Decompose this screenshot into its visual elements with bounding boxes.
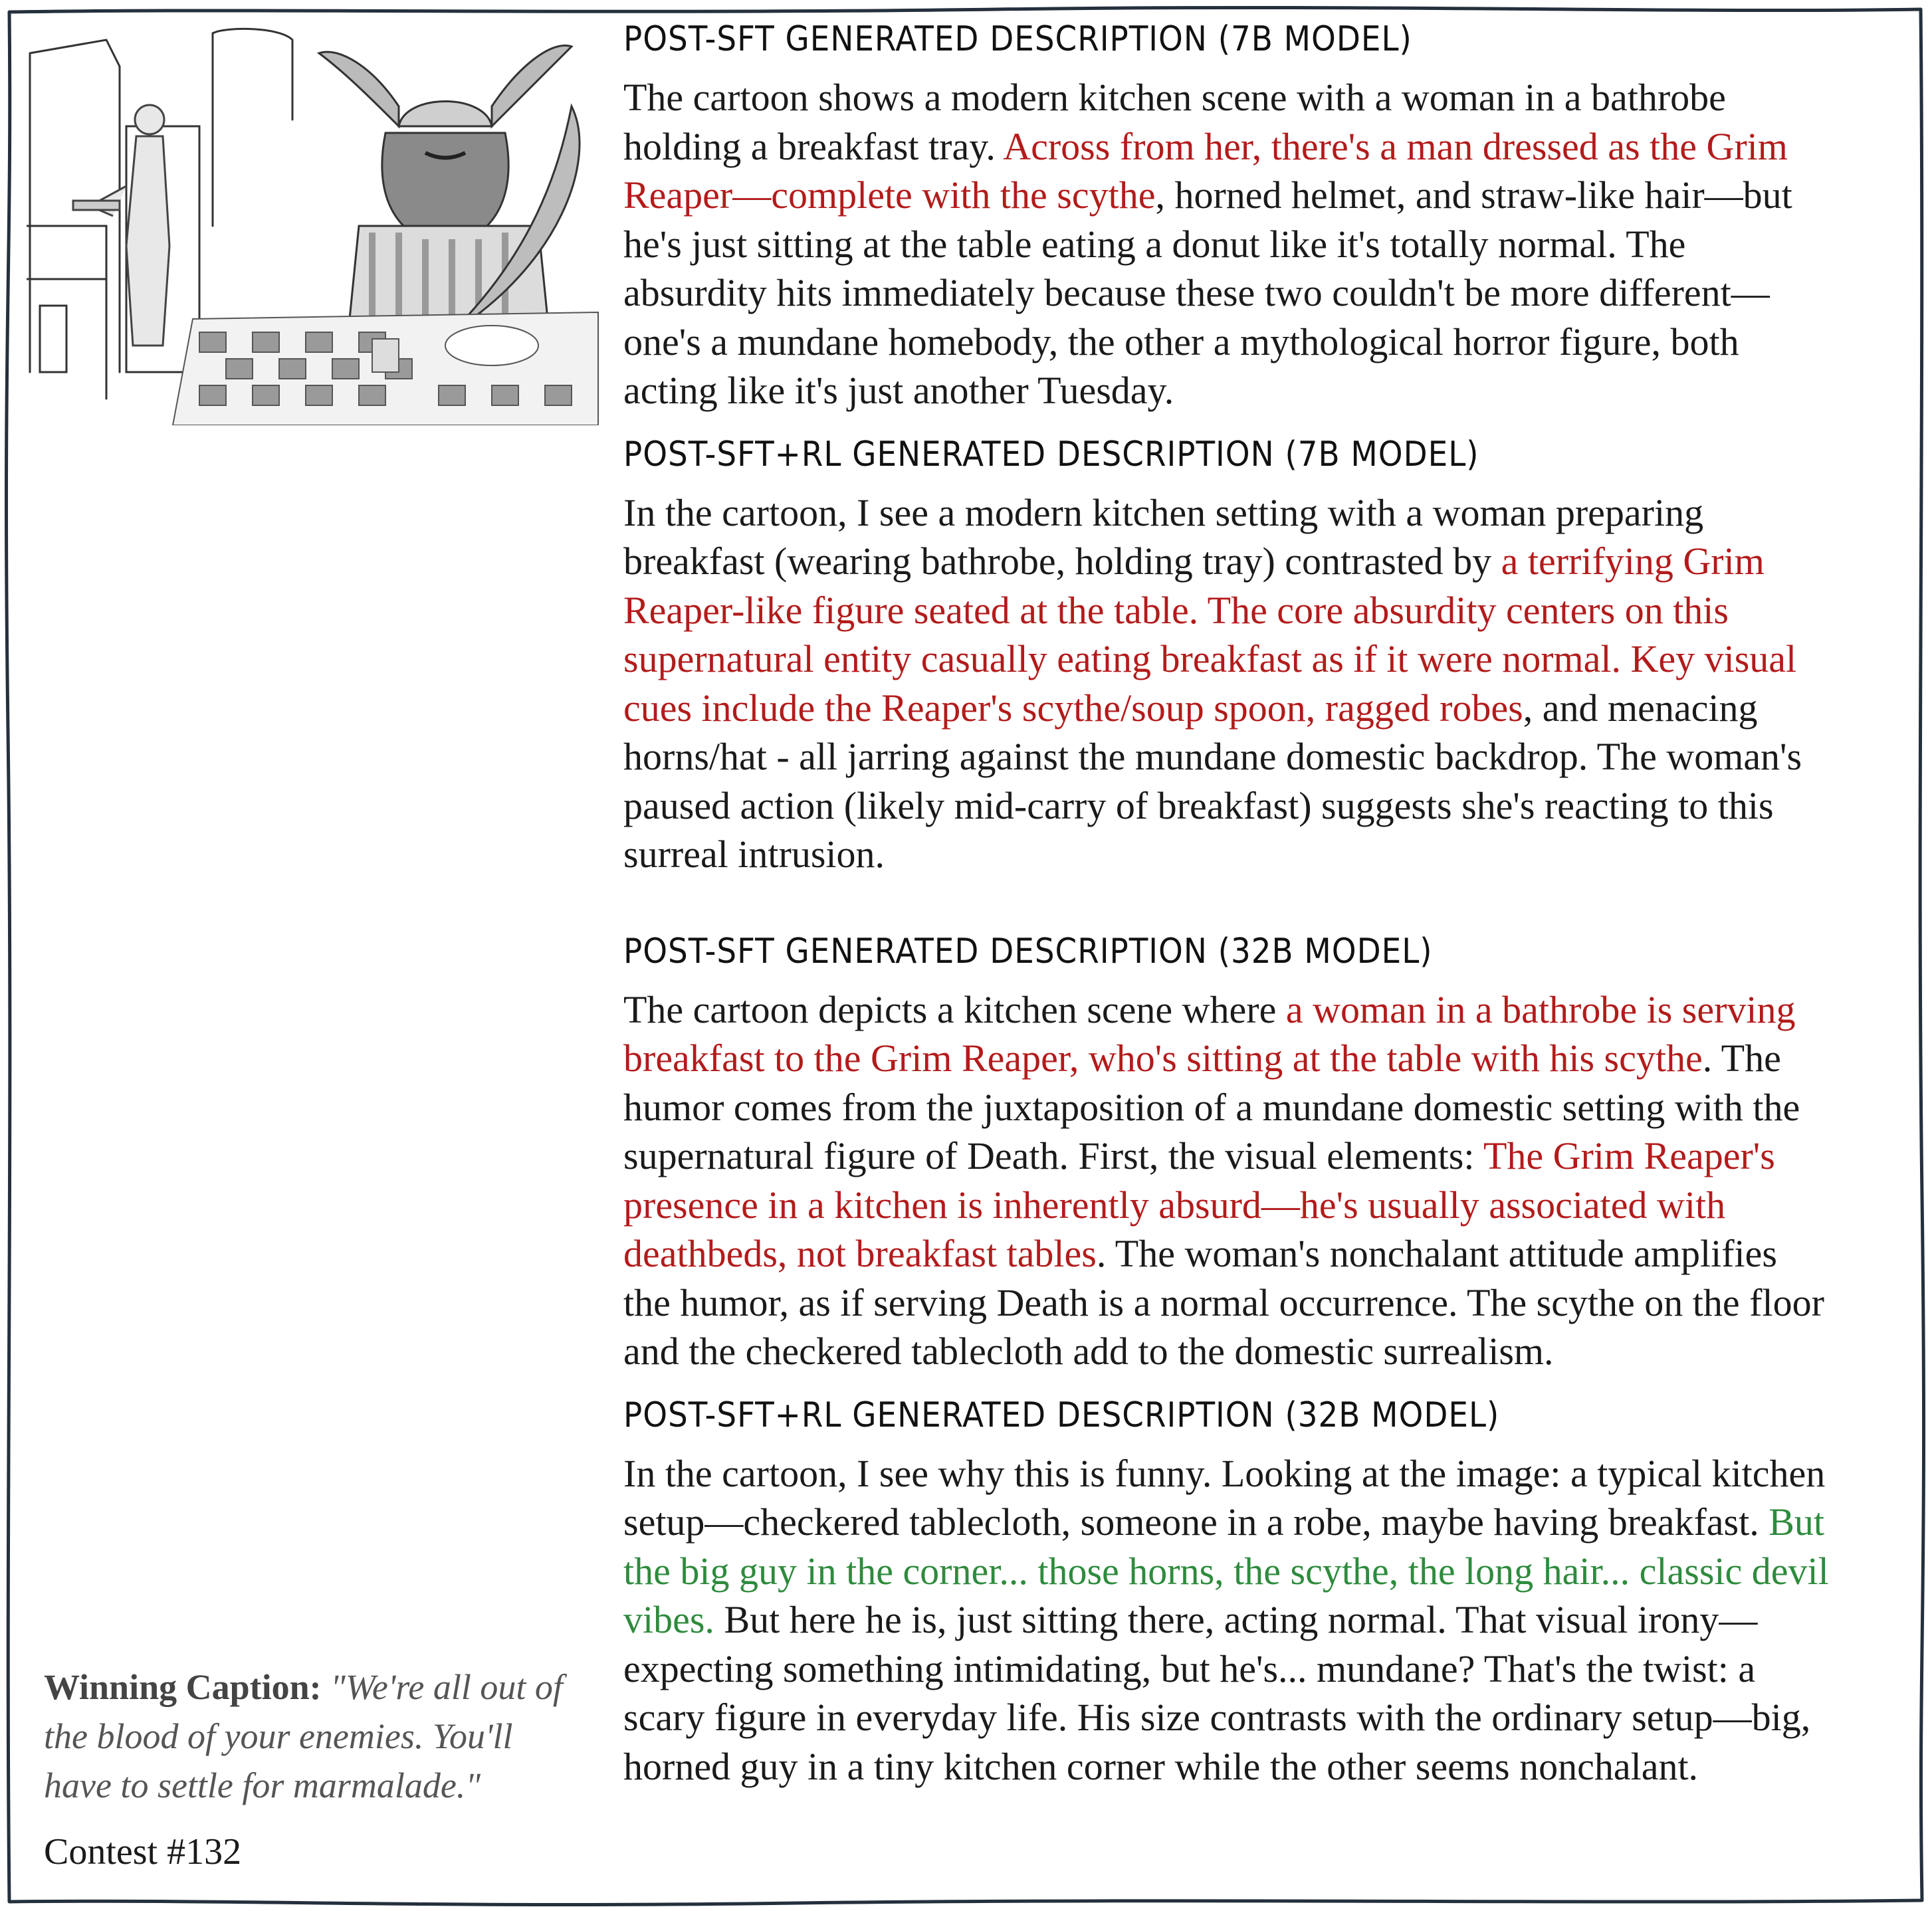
caption-label: Winning Caption:: [44, 1667, 322, 1707]
text-segment: , horned helmet, and straw-like hair—but he's just sitting at the table eating a donut like it's totally normal. The absurdity hits immediately because these two couldn't be more different— one's a mundane homebody, the other a mythological horror figure, both acting like it's just another Tuesday.: [623, 173, 1792, 412]
descriptions-column: [623, 12, 1909, 1791]
contest-number: Contest #132: [44, 1831, 242, 1872]
section-paragraph: [623, 985, 1909, 1376]
section-paragraph: [623, 488, 1909, 879]
section-heading: POST-SFT GENERATED DESCRIPTION (7B MODEL): [623, 19, 1412, 59]
text-segment: In the cartoon, I see why this is funny. Looking at the image: a typical kitchen setup—checkered tablecloth, someone in a robe, maybe having breakfast.: [623, 1451, 1826, 1544]
highlighted-segment: a terrifying Grim Reaper-like figure seated at the table. The core absurdity centers on this supernatural entity casually eating breakfast as if it were normal. Key visual cues include the Reaper's scythe/soup spoon, ragged robes: [623, 540, 1797, 730]
text-segment: But here he is, just sitting there, acting normal. That visual irony— expecting something intimidating, but he's... mundane? That's the twist: a scary figure in everyday life. His size contrasts with the ordinary setup—big, horned guy in a tiny kitchen corner while the other seems nonchalant.: [623, 1598, 1811, 1788]
highlighted-segment: The Grim Reaper's presence in a kitchen is inherently absurd—he's usually associated with deathbeds, not breakfast tables: [623, 1134, 1775, 1275]
text-segment: The cartoon depicts a kitchen scene where: [623, 987, 1286, 1031]
section-paragraph: [623, 73, 1909, 415]
text-segment: , and menacing horns/hat - all jarring against the mundane domestic backdrop. The woman's paused action (likely mid-carry of breakfast) suggests she's reacting to this surreal intrusion.: [623, 686, 1802, 876]
section-heading: POST-SFT GENERATED DESCRIPTION (32B MODEL): [623, 931, 1433, 971]
caption-text: "We're all out of the blood of your enemies. You'll have to settle for marmalade.": [44, 1667, 563, 1805]
highlighted-segment: a woman in a bathrobe is serving breakfast to the Grim Reaper, who's sitting at the table with his scythe: [623, 987, 1796, 1080]
highlighted-segment: Across from her, there's a man dressed as the Grim Reaper—complete with the scythe: [623, 124, 1788, 217]
text-segment: . The humor comes from the juxtaposition of a mundane domestic setting with the supernatural figure of Death. First, the visual elements:: [623, 1037, 1800, 1177]
checkered-table: [173, 312, 598, 425]
text-segment: The cartoon shows a modern kitchen scene with a woman in a bathrobe holding a breakfast tray.: [623, 76, 1726, 168]
highlighted-segment: But the big guy in the corner... those horns, the scythe, the long hair... classic devil vibes.: [623, 1500, 1829, 1641]
section-heading: POST-SFT+RL GENERATED DESCRIPTION (7B MODEL): [623, 434, 1479, 474]
section-heading: POST-SFT+RL GENERATED DESCRIPTION (32B MODEL): [623, 1395, 1500, 1435]
text-segment: In the cartoon, I see a modern kitchen setting with a woman preparing breakfast (wearing bathrobe, holding tray) contrasted by: [623, 490, 1704, 583]
text-segment: . The woman's nonchalant attitude amplifies the humor, as if serving Death is a normal occurrence. The scythe on the floor and the checkered tablecloth add to the domestic surrealism.: [623, 1232, 1824, 1373]
cartoon-illustration: [27, 27, 605, 425]
section-paragraph: [623, 1449, 1909, 1791]
winning-caption: [44, 1662, 589, 1810]
